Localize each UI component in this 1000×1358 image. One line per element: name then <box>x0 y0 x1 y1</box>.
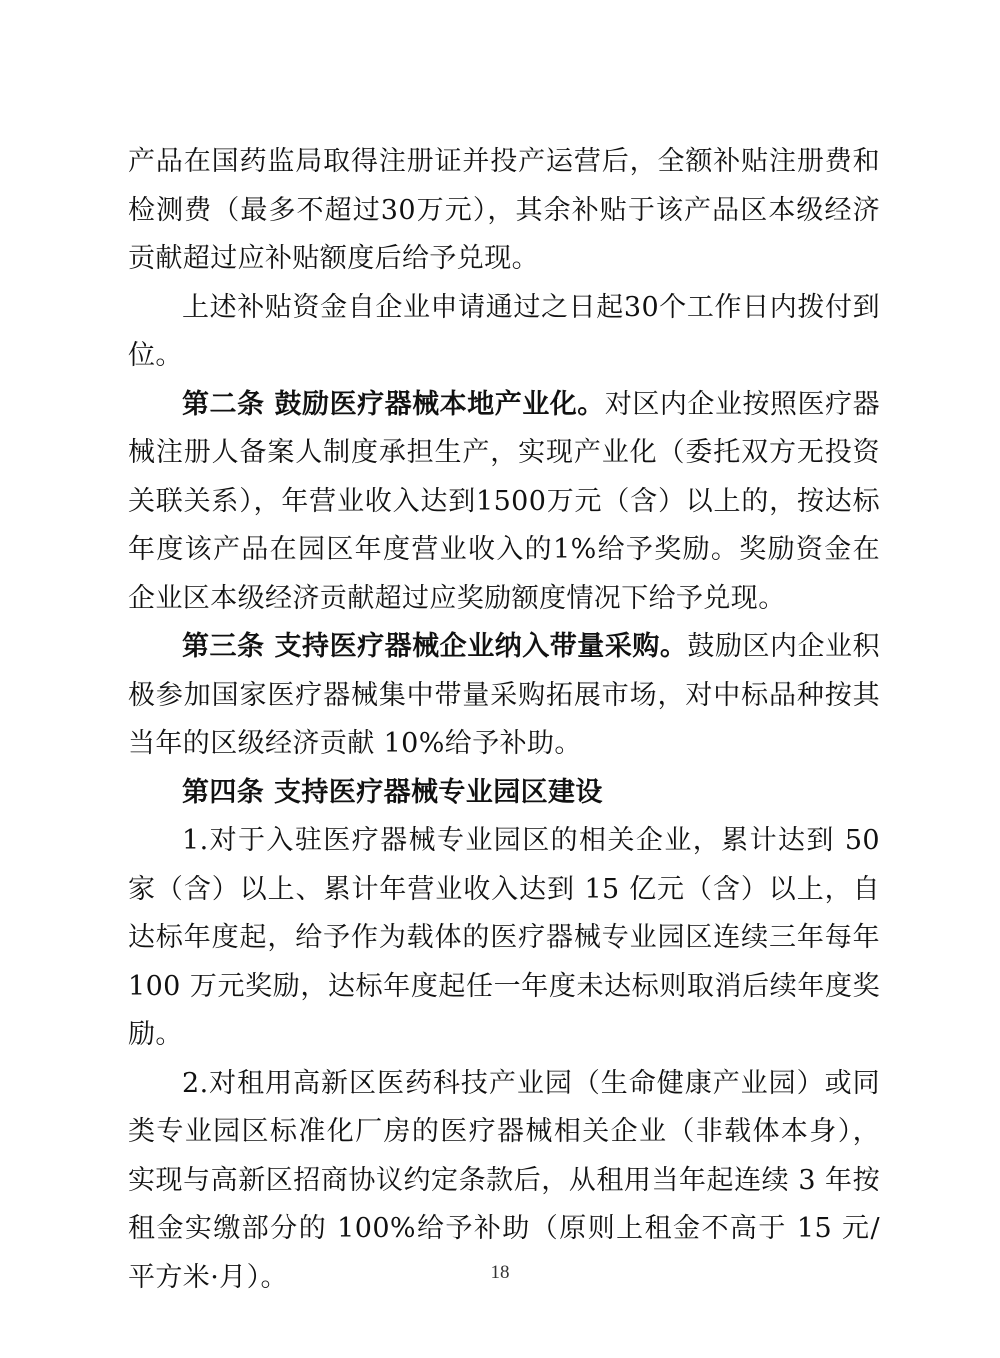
document-body <box>128 138 880 1302</box>
article-4-item-1 <box>128 817 880 1060</box>
paragraph-text: 上述补贴资金自企业申请通过之日起30个工作日内拨付到位。 <box>128 291 880 371</box>
page-number: 18 <box>490 1262 510 1283</box>
paragraph-text: 1.对于入驻医疗器械专业园区的相关企业，累计达到 50 家（含）以上、累计年营业收入达到 15 亿元（含）以上，自达标年度起，给予作为载体的医疗器械专业园区连续三年每年 100 万元奖励，达标年度起任一年度未达标则取消后续年度奖励。 <box>128 825 880 1050</box>
article-2-text: 对区内企业按照医疗器械注册人备案人制度承担生产，实现产业化（委托双方无投资关联关系），年营业收入达到1500万元（含）以上的，按达标年度该产品在园区年度营业收入的1%给予奖励。奖励资金在企业区本级经济贡献超过应奖励额度情况下给予兑现。 <box>128 388 880 614</box>
article-4-paragraph <box>128 769 880 818</box>
paragraph-text: 产品在国药监局取得注册证并投产运营后，全额补贴注册费和检测费（最多不超过30万元），其余补贴于该产品区本级经济贡献超过应补贴额度后给予兑现。 <box>128 146 880 274</box>
paragraph-fund-disbursement <box>128 284 880 381</box>
article-2-heading: 第二条 鼓励医疗器械本地产业化。 <box>182 388 605 420</box>
article-2-paragraph <box>128 381 880 624</box>
paragraph-text: 2.对租用高新区医药科技产业园（生命健康产业园）或同类专业园区标准化厂房的医疗器械相关企业（非载体本身），实现与高新区招商协议约定条款后，从租用当年起连续 3 年按租金实缴部分的 100%给予补助（原则上租金不高于 15 元/平方米·月）。 <box>128 1067 880 1293</box>
article-3-heading: 第三条 支持医疗器械企业纳入带量采购。 <box>182 631 688 662</box>
article-3-text: 鼓励区内企业积极参加国家医疗器械集中带量采购拓展市场，对中标品种按其当年的区级经济贡献 10%给予补助。 <box>128 631 880 759</box>
article-3-paragraph <box>128 623 880 769</box>
paragraph-subsidy-continuation <box>128 138 880 284</box>
article-4-heading: 第四条 支持医疗器械专业园区建设 <box>182 776 603 808</box>
